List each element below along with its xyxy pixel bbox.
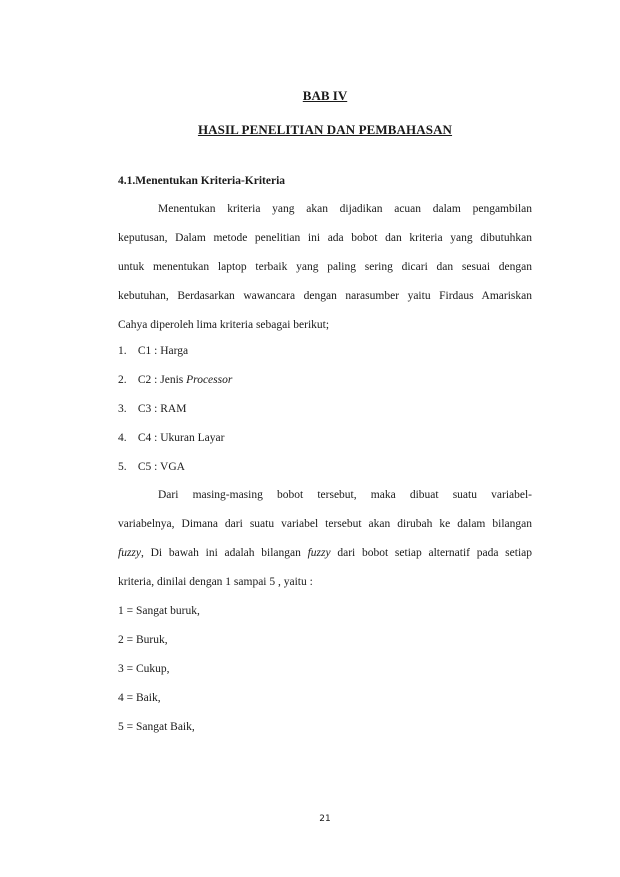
criteria-code: C3 [137, 403, 152, 415]
list-number: 3. [118, 403, 127, 415]
paragraph-line: Cahya diperoleh lima kriteria sebagai berikut; [118, 319, 330, 331]
criteria-label: RAM [160, 403, 187, 415]
page-number: 21 [319, 814, 331, 824]
list-item: 1. C1 : Harga [118, 337, 232, 366]
paragraph-line: kriteria, dinilai dengan 1 sampai 5 , yaitu : [118, 576, 313, 588]
chapter-heading: BAB IV [302, 88, 348, 103]
criteria-label: Jenis [160, 374, 187, 386]
list-item: 5 = Sangat Baik, [118, 721, 195, 733]
list-item: 3 = Cukup, [118, 663, 170, 675]
list-item: 1 = Sangat buruk, [118, 605, 200, 617]
list-item: 4. C4 : Ukuran Layar [118, 424, 232, 453]
section-heading: 4.1.Menentukan Kriteria-Kriteria [118, 175, 286, 187]
list-number: 2. [118, 374, 127, 386]
italic-term: fuzzy [118, 547, 141, 559]
list-number: 4. [118, 432, 127, 444]
list-number: 1. [118, 345, 127, 357]
list-item: 2 = Buruk, [118, 634, 168, 646]
chapter-title: HASIL PENELITIAN DAN PEMBAHASAN [197, 122, 453, 137]
criteria-label: Harga [160, 345, 189, 357]
paragraph-line: keputusan, Dalam metode penelitian ini ada bobot dan kriteria yang dibutuhkan [118, 232, 532, 244]
paragraph-intro [118, 195, 532, 340]
criteria-code: C5 [137, 461, 152, 473]
paragraph-line: Dari masing-masing bobot tersebut, maka dibuat suatu variabel- [158, 489, 532, 501]
criteria-code: C4 [137, 432, 152, 444]
paragraph-line: variabelnya, Dimana dari suatu variabel tersebut akan dirubah ke dalam bilangan [118, 518, 532, 530]
list-item: 4 = Baik, [118, 692, 161, 704]
criteria-label: Ukuran Layar [160, 432, 225, 444]
italic-term: fuzzy [307, 547, 331, 559]
paragraph-line [118, 539, 532, 568]
list-item: 5. C5 : VGA [118, 453, 232, 482]
paragraph-line: untuk menentukan laptop terbaik yang paling sering dicari dan sesuai dengan [118, 261, 532, 273]
list-item: 3. C3 : RAM [118, 395, 232, 424]
list-item: 2. C2 : Jenis Processor [118, 366, 232, 395]
criteria-code: C1 [137, 345, 152, 357]
paragraph-line: Menentukan kriteria yang akan dijadikan acuan dalam pengambilan [158, 203, 532, 215]
paragraph-fuzzy [118, 481, 532, 597]
paragraph-line: kebutuhan, Berdasarkan wawancara dengan narasumber yaitu Firdaus Amariskan [118, 290, 532, 302]
paragraph-text: , Di bawah ini adalah bilangan [141, 547, 308, 559]
criteria-label: VGA [160, 461, 185, 473]
criteria-label-italic: Processor [186, 374, 233, 386]
criteria-code: C2 [137, 374, 152, 386]
paragraph-text: dari bobot setiap alternatif pada setiap [330, 547, 533, 559]
list-number: 5. [118, 461, 127, 473]
scale-list [118, 597, 200, 742]
criteria-list [118, 337, 232, 482]
